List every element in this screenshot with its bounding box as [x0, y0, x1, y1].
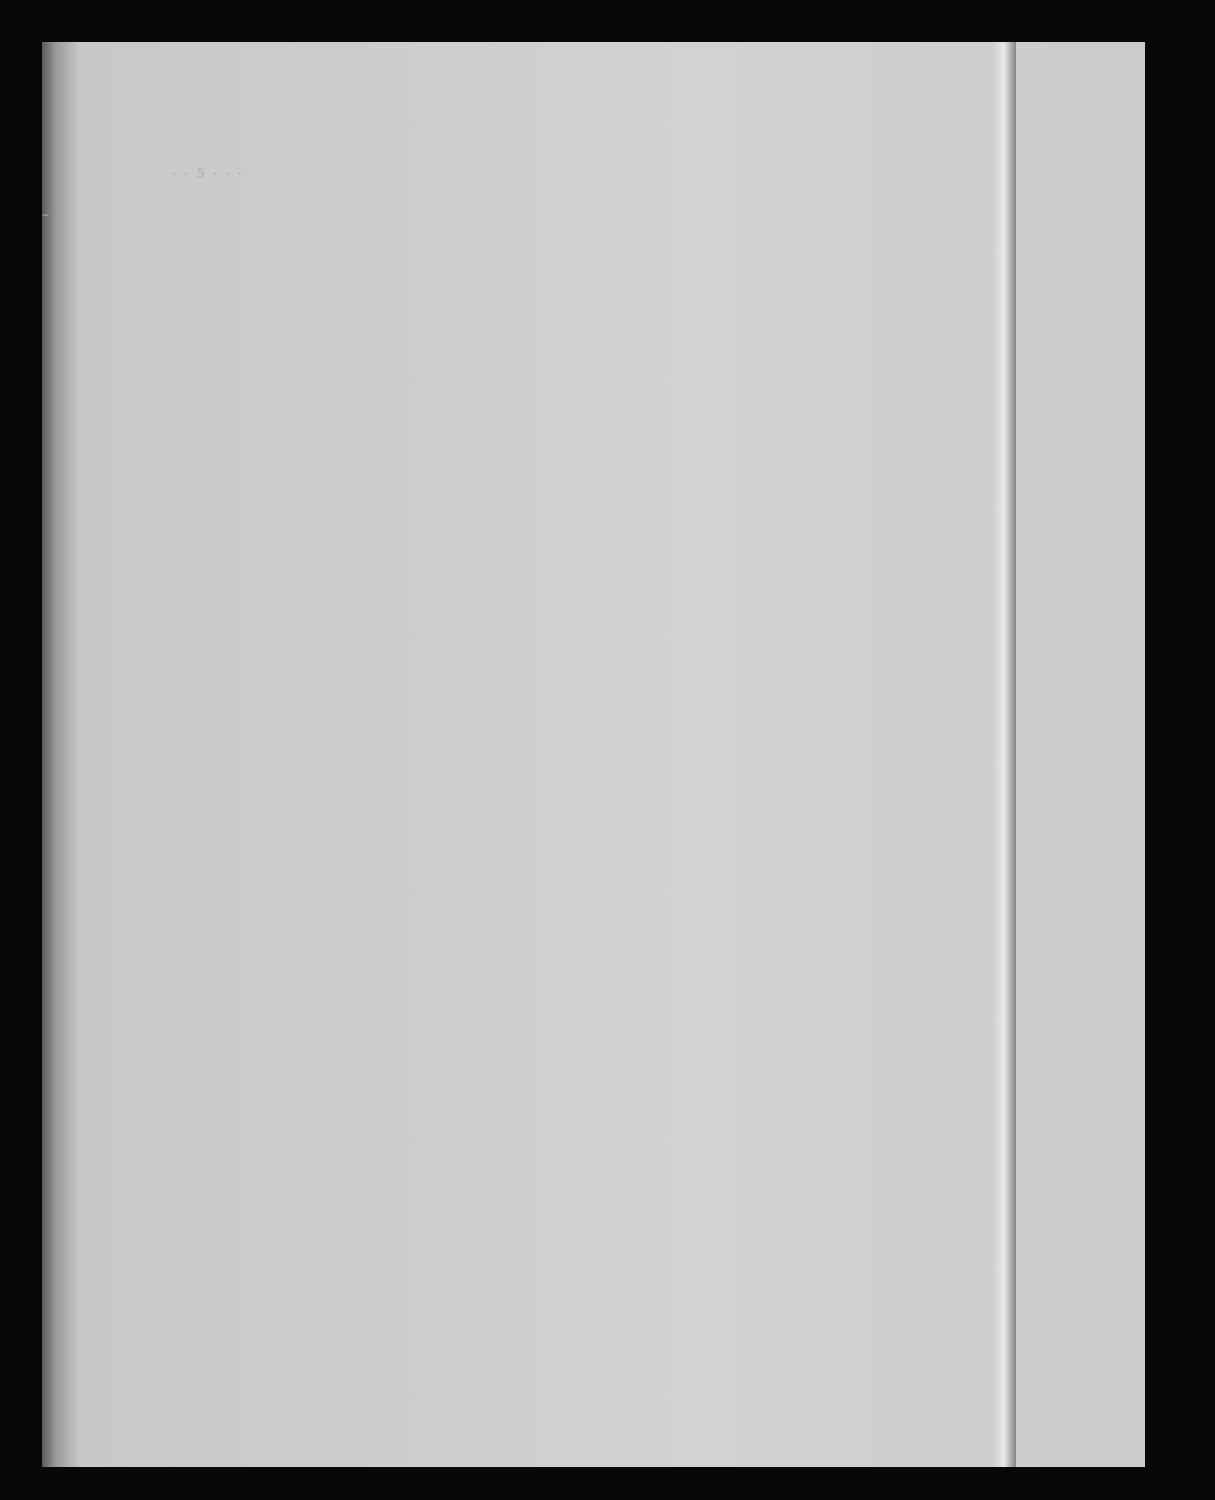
page-subtitle [344, 197, 416, 221]
page-edge-mark: – [42, 207, 49, 223]
col-header-serial [263, 312, 297, 432]
col-header-families [225, 312, 259, 432]
census-page [42, 42, 1145, 1467]
col-header-civil [817, 312, 881, 462]
faint-stamp: · · 5 · · · [172, 167, 244, 182]
col-header-age [734, 312, 814, 462]
census-table [122, 267, 1145, 1387]
col-header-sex [698, 312, 732, 462]
